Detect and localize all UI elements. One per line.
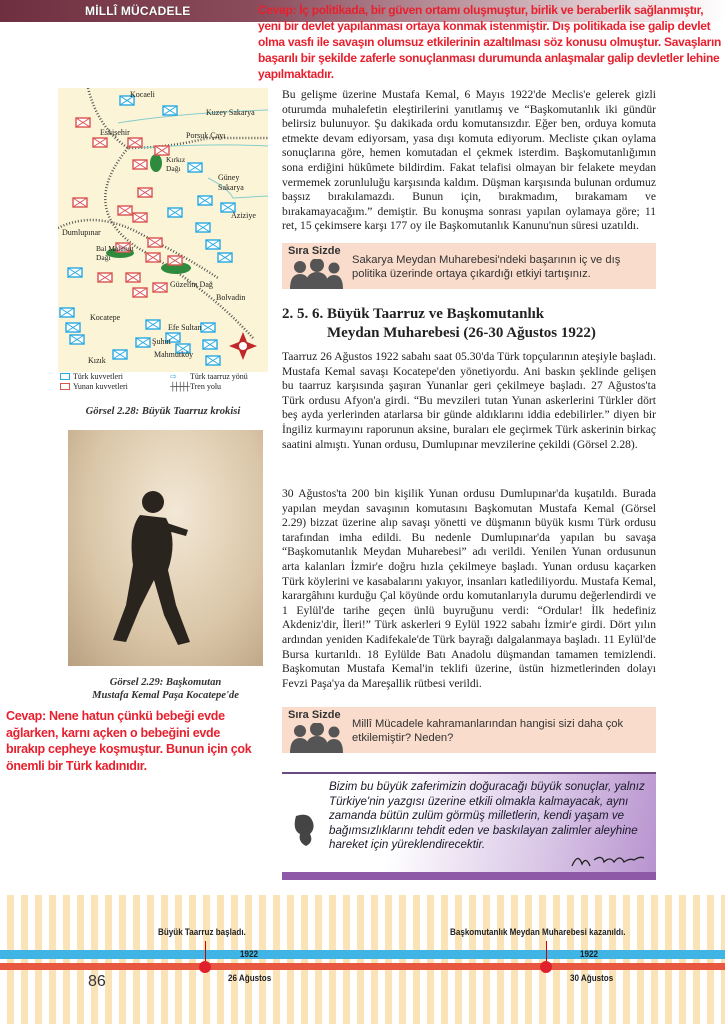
map-label: Porsuk Çayı <box>186 131 226 140</box>
timeline-date: 26 Ağustos <box>228 973 272 984</box>
turk-unit-icon <box>196 223 210 232</box>
map-label: Eskişehir <box>100 128 130 137</box>
timeline-red-line <box>0 963 725 970</box>
legend-rail: Tren yolu <box>190 382 222 391</box>
timeline-event-label: Başkomutanlık Meydan Muharebesi kazanıldı. <box>450 927 626 938</box>
intro-paragraph: Bu gelişme üzerine Mustafa Kemal, 6 Mayıs 1922'de Meclis'e gelerek gizli oturumda muhalefetin eleştirilerini yanıtlamış ve “Başkomutanlık iki gündür belirsiz bulunuyor. Şu dakikada ordu komutansızdır. Eğer ben, orduya komuta etmekte devam ediyorsam, yasa dışı komuta ediyorum. Mecliste çıkan oylama sonuçlarına göre, hemen komutadan el çekmek isterdim. Başkomutanlığımın sona erdiğini hükûmete bildirdim. Fakat telafisi olmayan bir felakete meydan vermemek zorunluluğu karşısında kaldım. Düşman karşısında bulunan ordumuz başsız bırakılamazdı. Bunun için, bırakmadım, bırakamam ve bırakamayacağım.” demiştir. Bu konuşma sonrası yapılan oylamaya göre; 11 ret, 15 çekimsere karşı 177 oy ile Başkomutanlık Kanunu'nun süresi uzatıldı. <box>282 88 656 233</box>
timeline-marker <box>540 961 552 973</box>
answer-text-bottom: Cevap: Nene hatun çünkü bebeği evde ağlarken, karnı açken o bebeğini evde bırakıp cepheye koşmuştur. Bunun için çok önemli bir Türk kadınıdır. <box>6 709 252 773</box>
timeline-year: 1922 <box>580 949 598 960</box>
turk-unit-icon <box>198 196 212 205</box>
greek-unit-icon <box>168 256 182 265</box>
sira-sizde-text: Sakarya Meydan Muharebesi'ndeki başarının iç ve dış politika üzerinde ortaya çıkardığı etkiyi tartışınız. <box>352 254 621 280</box>
paragraph-1: Taarruz 26 Ağustos 1922 sabahı saat 05.30'da Türk topçularının ateşiyle başladı. Mustafa Kemal savaşı Kocatepe'den yönetiyordu. Ani baskın şeklinde gelişen bu taarruz karşısında şaşıran Yunanlar geri çekilmeye başladı. 27 Ağustos'ta Türk ordusu Afyon'a girdi. “Bu mevzileri tutan Yunan askerlerini Türkler dört beş ayda yerlerinden atarlarsa bir günde aldıklarını iddia edebilirler.” diyen bir İngiliz kurmayını raporunun aksine, buraları ele geçirmek Türk askerinin birkaç saatini almıştı. Yunan ordusu, Dumlupınar mevzilerine çekildi (Görsel 2.28). <box>282 350 656 451</box>
greek-unit-icon <box>76 118 90 127</box>
section-heading <box>282 305 596 343</box>
legend-yunan: Yunan kuvvetleri <box>73 382 128 391</box>
rail-icon: ┼┼┼┼┼ <box>170 382 189 391</box>
greek-unit-icon <box>133 213 147 222</box>
turk-unit-icon <box>203 340 217 349</box>
greek-unit-icon <box>155 146 169 155</box>
turk-unit-icon <box>113 350 127 359</box>
greek-unit-icon <box>138 188 152 197</box>
timeline-arrow-icon <box>546 941 547 963</box>
turk-unit-icon <box>163 106 177 115</box>
timeline <box>0 895 725 1024</box>
battle-map <box>58 88 268 391</box>
greek-unit-icon <box>153 283 167 292</box>
attack-arrow-icon: ⇨ <box>170 372 177 381</box>
kocatepe-photo <box>68 430 263 666</box>
compass-icon <box>229 332 257 360</box>
greek-unit-icon <box>133 160 147 169</box>
greek-unit-icon <box>98 273 112 282</box>
photo-caption <box>68 676 263 702</box>
ataturk-signature <box>568 848 648 870</box>
map-label: Güney Sakarya <box>218 173 244 192</box>
sira-sizde-text: Millî Mücadele kahramanlarından hangisi sizi daha çok etkilemiştir? Neden? <box>352 718 624 744</box>
timeline-arrow-icon <box>205 941 206 963</box>
ataturk-silhouette-icon <box>288 812 318 848</box>
map-label: Kırkız Dağı <box>166 155 186 173</box>
map-label: Bal Mahmut Dağı <box>96 244 134 262</box>
quote-text: Bizim bu büyük zaferimizin doğuracağı büyük sonuçlar, yalnız Türkiye'nin yazgısı üzerine etkili olmakla kalmayacak, aynı zamanda bütün zulüm görmüş milletlerin, kendi yaşam ve bağımsızlıklarını tehdit eden ve baskılayan zalimler aleyhine hareket için yüreklendirecektir. <box>329 780 645 851</box>
map-label: Mahmutköy <box>154 350 194 359</box>
people-icon <box>288 259 346 289</box>
map-label: Dumlupınar <box>62 228 101 237</box>
greek-unit-icon <box>128 138 142 147</box>
timeline-year: 1922 <box>240 949 258 960</box>
greek-unit-icon <box>93 138 107 147</box>
map-label: Aziziye <box>231 211 256 220</box>
greek-unit-icon <box>133 288 147 297</box>
map-label: Güzelim Dağ <box>170 280 213 289</box>
answer-text-top: Cevap: İç politikada, bir güven ortamı oluşmuştur, birlik ve beraberlik sağlanmıştır, yeni bir devlet yapılanması ortaya konmak istenmiştir. Dış politikada ise galip devlet olma vasfı ile savaşın olumsuz etkilerinin azaltılması söz konusu olmuştur. Savaşların başarılı bir şekilde zaferle sonuçlanması durumunda anlaşmalar galip devletler lehine yapılmaktadır. <box>258 3 722 81</box>
greek-forces-icon <box>60 383 70 390</box>
turk-unit-icon <box>68 268 82 277</box>
sira-sizde-label: Sıra Sizde <box>288 245 341 257</box>
turk-unit-icon <box>70 335 84 344</box>
turk-unit-icon <box>146 320 160 329</box>
map-label: Bolvadin <box>216 293 246 302</box>
timeline-marker <box>199 961 211 973</box>
timeline-blue-line <box>0 950 725 959</box>
map-label: Kocaeli <box>130 90 155 99</box>
turk-unit-icon <box>206 240 220 249</box>
people-icon <box>288 723 346 753</box>
greek-unit-icon <box>118 206 132 215</box>
quote-bottom-bar <box>282 872 656 880</box>
photo-caption-line1: Görsel 2.29: Başkomutan <box>109 677 222 688</box>
greek-unit-icon <box>146 253 160 262</box>
soldier-silhouette <box>68 430 263 666</box>
turk-unit-icon <box>206 356 220 365</box>
map-label: Kızık <box>88 356 106 365</box>
page-number: 86 <box>88 973 106 990</box>
turk-unit-icon <box>66 323 80 332</box>
turk-unit-icon <box>136 338 150 347</box>
section-heading-line1: 2. 5. 6. Büyük Taarruz ve Başkomutanlık <box>282 306 545 322</box>
map-label: Efe Sultan <box>168 323 202 332</box>
ataturk-quote-box <box>282 772 656 880</box>
section-heading-line2: Meydan Muharebesi (26-30 Ağustos 1922) <box>327 325 596 341</box>
paragraph-2: 30 Ağustos'ta 200 bin kişilik Yunan ordusu Dumlupınar'da kuşatıldı. Burada yapılan meydan savaşının komutasını Başkomutan Mustafa Kemal (Görsel 2.29) bizzat üzerine alıp savaşı yönetti ve düşmanın büyük kısmı Türk ordusu tarafından imha edildi. Bu nedenle Dumlupınar'da yapılan bu savaşa “Başkomutanlık Meydan Muharebesi” adı verildi. Yenilen Yunan ordusunun arta kalanları İzmir'e doğru hızla çekilmeye başladı. Yunan ordusu kaçarken Türk köylerini ve kasabalarını yakıyor, insanları katlediliyordu. Mustafa Kemal, karargâhını kurduğu Çal köyünde ordu komutanlarıyla durumu değerlendirdi ve 1 Eylül'de tarihe geçen ünlü buyruğunu verdi: “Ordular! İlk hedefiniz Akdeniz'dir, İleri!” Türk askerleri 9 Eylül 1922 sabahı İzmir'e girdi. Dört yılın ardından yeniden Kadifekale'de Türk bayrağı dalgalanmaya başladı. 11 Eylül'de Bursa kurtarıldı. 18 Eylülde Batı Anadolu düşmandan tamamen temizlendi. Başkomutan Mustafa Kemal'in teklifi üzerine, üstün hizmetlerinden dolayı Fevzi Paşa'ya da Mareşallik rütbesi verildi. <box>282 487 656 690</box>
turk-unit-icon <box>168 208 182 217</box>
map-label: Kuzey Sakarya <box>206 108 255 117</box>
greek-unit-icon <box>73 198 87 207</box>
legend-turk: Türk kuvvetleri <box>73 372 123 381</box>
sira-sizde-box-1 <box>282 243 656 289</box>
timeline-event-label: Büyük Taarruz başladı. <box>158 927 246 938</box>
map-caption: Görsel 2.28: Büyük Taarruz krokisi <box>85 406 241 417</box>
sira-sizde-box-2 <box>282 707 656 753</box>
map-legend <box>58 372 268 391</box>
map-label: Kocatepe <box>90 313 121 322</box>
turk-unit-icon <box>218 253 232 262</box>
turk-unit-icon <box>60 308 74 317</box>
greek-unit-icon <box>126 273 140 282</box>
timeline-date: 30 Ağustos <box>570 973 614 984</box>
photo-caption-line2: Mustafa Kemal Paşa Kocatepe'de <box>92 690 239 701</box>
chapter-title: MİLLÎ MÜCADELE <box>85 4 191 18</box>
map-label: Şuhut <box>152 337 171 346</box>
turk-unit-icon <box>201 323 215 332</box>
legend-attack: Türk taarruz yönü <box>190 372 248 381</box>
turk-forces-icon <box>60 373 70 380</box>
greek-unit-icon <box>148 238 162 247</box>
sira-sizde-label: Sıra Sizde <box>288 709 341 721</box>
